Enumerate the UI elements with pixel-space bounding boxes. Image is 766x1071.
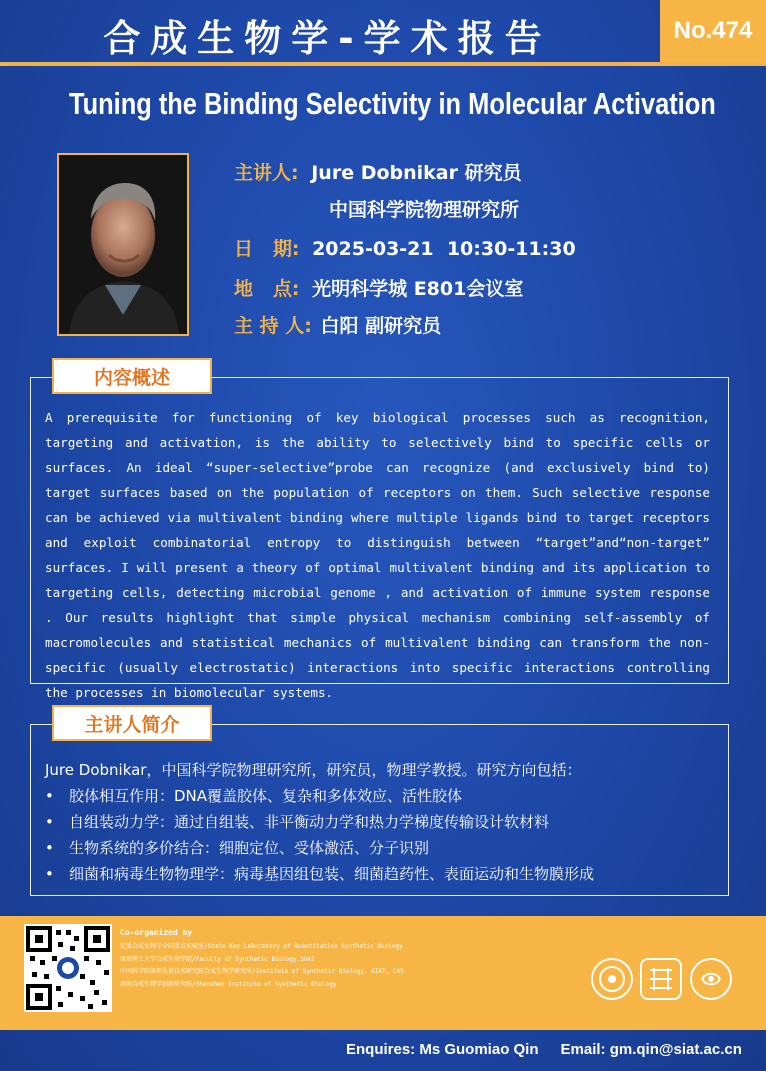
bio-intro: Jure Dobnikar，中国科学院物理研究所，研究员，物理学教授。研究方向包括： bbox=[45, 761, 582, 779]
qr-code-icon bbox=[24, 924, 112, 1012]
organizer-item: 中国科学院深圳先进技术研究院合成生物学研究所/Institute of Synthetic Biology, SIAT, CAS bbox=[120, 968, 404, 975]
location-value: 光明科学城 E801会议室 bbox=[312, 278, 524, 300]
organizer-item: 定量合成生物学全国重点实验室/State Key Laboratory of Quantitative Synthetic Biology bbox=[120, 943, 403, 950]
date-label: 日 期: bbox=[234, 238, 300, 260]
enquiries-text: Enquires: Ms Guomiao Qin bbox=[346, 1041, 539, 1058]
speaker-affiliation: 中国科学院物理研究所 bbox=[329, 199, 520, 221]
header-divider bbox=[0, 62, 766, 66]
speaker-name: Jure Dobnikar 研究员 bbox=[311, 162, 522, 184]
bio-item-text: 自组装动力学：通过自组装、非平衡动力学和热力学梯度传输设计软材料 bbox=[69, 813, 550, 831]
bullet-icon: • bbox=[45, 813, 54, 831]
abstract-heading: 内容概述 bbox=[52, 358, 212, 394]
organizer-item: 深圳合成生物学创新研究院/Shenzhen Institute of Synthetic Biology bbox=[120, 980, 337, 988]
bio-item-text: 生物系统的多价结合：细胞定位、受体激活、分子识别 bbox=[69, 839, 430, 857]
date-row bbox=[234, 234, 576, 261]
speaker-label: 主讲人: bbox=[234, 162, 299, 184]
abstract-text: A prerequisite for functioning of key biological processes such as recognition, targeting and activation, is the ability to selectively bind to specific cells or surfaces. An ideal “super-selective”probe can recognize (and exclusively bind to) target surfaces based on the population of receptors on them. Such selective response can be achieved via multivalent binding where multiple ligands bind to target receptors and exploit combinatorial entropy to distinguish between “target”and“non-target” surfaces. I will present a theory of optimal multivalent binding and its application to targeting cells, detecting microbial genome , and activation of immune system response . Our results highlight that simple physical mechanism combining self-assembly of macromolecules and statistical mechanics of multivalent binding can transform the non-specific (usually electrostatic) interactions into specific interactions controlling the processes in biomolecular systems. bbox=[45, 410, 710, 700]
speaker-portrait bbox=[57, 153, 189, 336]
contact-line bbox=[346, 1041, 764, 1058]
host-row bbox=[234, 311, 441, 338]
organizer-item: 深圳理工大学合成生物学院/Faculty of Synthetic Biology,SUAT bbox=[120, 955, 315, 963]
synbio-logo-icon bbox=[690, 958, 732, 1000]
talk-title: Tuning the Binding Selectivity in Molecular Activation bbox=[68, 86, 716, 121]
location-label: 地 点: bbox=[234, 278, 300, 300]
bullet-icon: • bbox=[45, 865, 54, 883]
bio-list-item bbox=[45, 809, 725, 835]
date-value: 2025-03-21 10:30-11:30 bbox=[312, 238, 576, 260]
location-row bbox=[234, 274, 523, 301]
suat-logo-icon bbox=[640, 958, 682, 1000]
bio-item-text: 细菌和病毒生物物理学：病毒基因组包装、细菌趋药性、表面运动和生物膜形成 bbox=[69, 865, 595, 883]
bio-content bbox=[45, 757, 725, 887]
bio-heading: 主讲人简介 bbox=[52, 705, 212, 741]
bullet-icon: • bbox=[45, 839, 54, 857]
speaker-row bbox=[234, 158, 522, 185]
speaker-portrait-image bbox=[59, 155, 187, 334]
poster-series-title: 合成生物学-学术报告 bbox=[103, 17, 552, 60]
siat-logo-icon bbox=[591, 958, 633, 1000]
bio-list-item bbox=[45, 783, 725, 809]
host-value: 白阳 副研究员 bbox=[320, 315, 442, 337]
coorganizers bbox=[120, 928, 404, 991]
bio-item-text: 胶体相互作用：DNA覆盖胶体、复杂和多体效应、活性胶体 bbox=[69, 787, 463, 805]
coorganized-label: Co-organized by bbox=[120, 928, 193, 937]
issue-number-badge: No.474 bbox=[660, 0, 766, 62]
bio-list-item bbox=[45, 861, 725, 887]
affiliation-row bbox=[329, 195, 519, 222]
bio-list-item bbox=[45, 835, 725, 861]
bullet-icon: • bbox=[45, 787, 54, 805]
host-label: 主 持 人: bbox=[234, 315, 312, 337]
email-link[interactable]: Email: gm.qin@siat.ac.cn bbox=[560, 1041, 742, 1058]
